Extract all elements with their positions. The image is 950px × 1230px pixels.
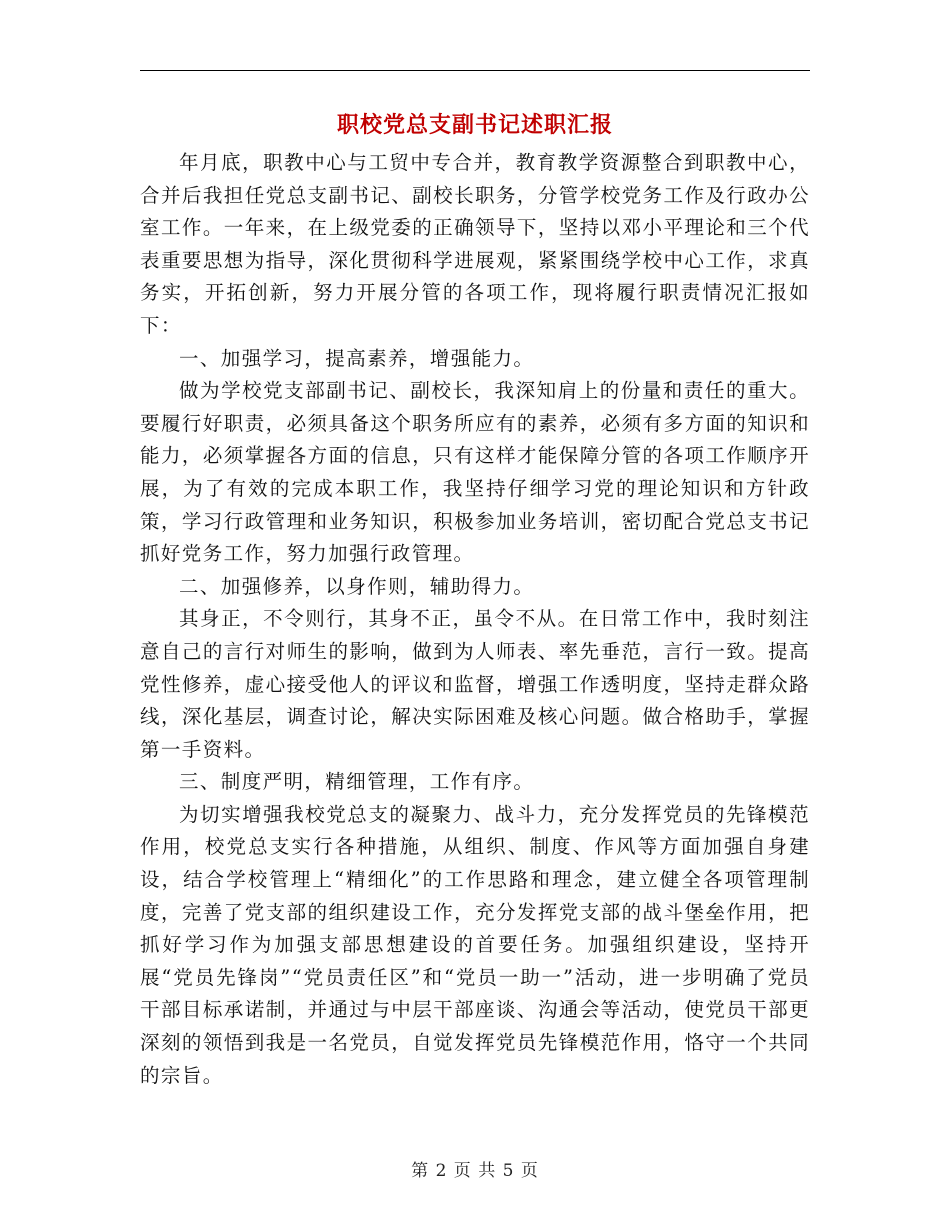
- paragraph: 做为学校党支部副书记、副校长，我深知肩上的份量和责任的重大。要履行好职责，必须具备这个职务所应有的素养，必须有多方面的知识和能力，必须掌握各方面的信息，只有这样才能保障分管的各项工作顺序开展，为了有效的完成本职工作，我坚持仔细学习党的理论知识和方针政策，学习行政管理和业务知识，积极参加业务培训，密切配合党总支书记抓好党务工作，努力加强行政管理。: [140, 379, 810, 566]
- section-heading: 二、加强修养，以身作则，辅助得力。: [179, 574, 535, 598]
- paragraph: 为切实增强我校党总支的凝聚力、战斗力，充分发挥党员的先锋模范作用，校党总支实行各种措施，从组织、制度、作风等方面加强自身建设，结合学校管理上“精细化”的工作思路和理念，建立健全各项管理制度，完善了党支部的组织建设工作，充分发挥党支部的战斗堡垒作用，把抓好学习作为加强支部思想建设的首要任务。加强组织建设，坚持开展“党员先锋岗”“党员责任区”和“党员一助一”活动，进一步明确了党员干部目标承诺制，并通过与中层干部座谈、沟通会等活动，使党员干部更深刻的领悟到我是一名党员，自觉发挥党员先锋模范作用，恪守一个共同的宗旨。: [140, 802, 810, 1087]
- paragraph: 其身正，不令则行，其身不正，虽令不从。在日常工作中，我时刻注意自己的言行对师生的影响，做到为人师表、率先垂范，言行一致。提高党性修养，虚心接受他人的评议和监督，增强工作透明度，坚持走群众路线，深化基层，调查讨论，解决实际困难及核心问题。做合格助手，掌握第一手资料。: [140, 607, 810, 761]
- section-heading: 一、加强学习，提高素养，增强能力。: [179, 346, 535, 370]
- section-heading: 三、制度严明，精细管理，工作有序。: [179, 770, 535, 794]
- page-number: 第 2 页 共 5 页: [411, 1161, 539, 1181]
- document-body: [140, 147, 810, 1092]
- paragraph: 年月底，职教中心与工贸中专合并，教育教学资源整合到职教中心，合并后我担任党总支副书记、副校长职务，分管学校党务工作及行政办公室工作。一年来，在上级党委的正确领导下，坚持以邓小平理论和三个代表重要思想为指导，深化贯彻科学进展观，紧紧围绕学校中心工作，求真务实，开拓创新，努力开展分管的各项工作，现将履行职责情况汇报如下：: [140, 151, 810, 337]
- document-title: 职校党总支副书记述职汇报: [336, 112, 613, 138]
- header-rule: [140, 70, 810, 71]
